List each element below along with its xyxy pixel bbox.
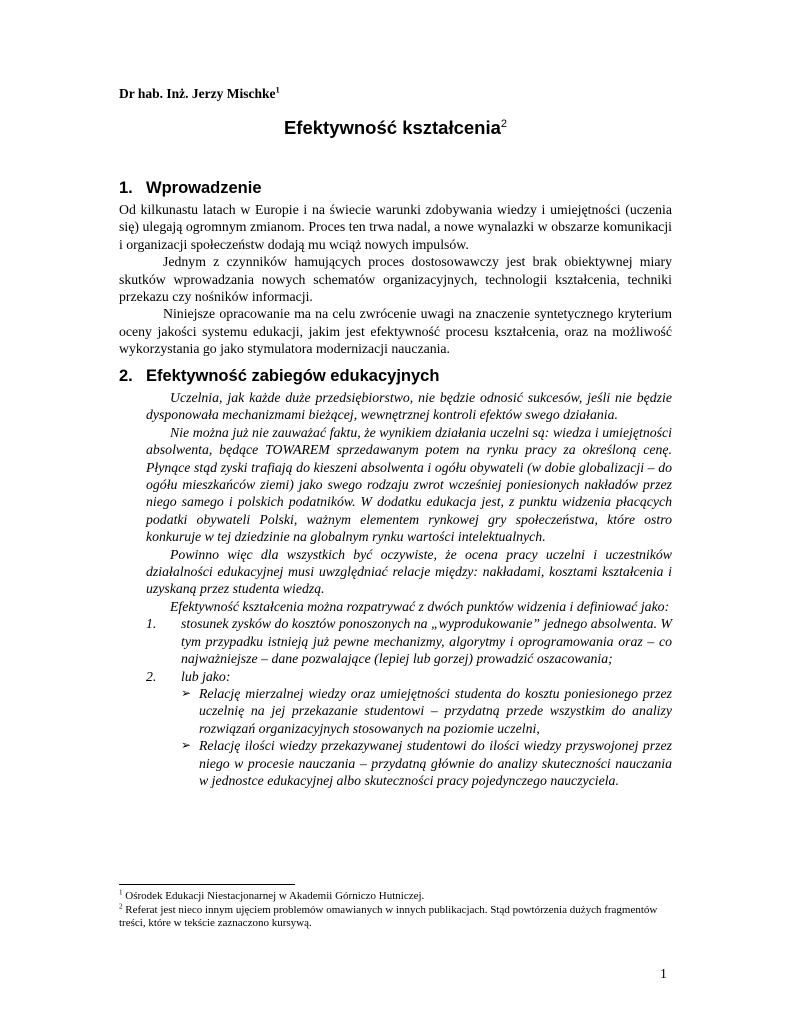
footnote-ref: 1 (119, 888, 123, 897)
author-line (119, 86, 280, 102)
author-footnote-ref[interactable]: 1 (275, 84, 280, 95)
arrow-bullet-icon: ➢ (181, 685, 192, 700)
sub-list-item (181, 737, 672, 789)
sub-list-item (181, 685, 672, 737)
section-2-title: Efektywność zabiegów edukacyjnych (146, 367, 440, 385)
section-1-number: 1. (119, 179, 133, 197)
footnote-text: Referat jest nieco innym ujęciem problemów omawianych w innych publikacjach. Stąd powtórzenia dużych fragmentów treści, które w tekście zaznaczono kursywą. (119, 903, 658, 930)
sub-list (181, 685, 672, 789)
paragraph: Powinno więc dla wszystkich być oczywiste, że ocena pracy uczelni i uczestników działalności edukacyjnej musi uwzględniać relacje między: nakładami, kosztami kształcenia i uzyskaną przez studenta wiedzą. (146, 546, 672, 597)
section-1-heading (119, 179, 262, 198)
sub-list-item-text: Relację mierzalnej wiedzy oraz umiejętności studenta do kosztu poniesionego przez uczelnię na jej przekazanie studentowi – przydatną przede wszystkim do analizy rozwiązań organizacyjnych stosowanych na poziomie uczelni, (199, 685, 672, 736)
arrow-bullet-icon: ➢ (181, 738, 192, 753)
footnote-text: Ośrodek Edukacji Niestacjonarnej w Akademii Górniczo Hutniczej. (125, 890, 425, 902)
paragraph: Od kilkunastu latach w Europie i na świecie warunki zdobywania wiedzy i umiejętności (uczenia się) ulegają ogromnym zmianom. Proces ten trwa nadal, a nowe wynalazki w obszarze komunikacji i organizacji społeczeństw dodają mu wciąż nowych impulsów. (119, 202, 672, 252)
title-footnote-ref[interactable]: 2 (500, 117, 508, 130)
paragraph: Niniejsze opracowanie ma na celu zwrócenie uwagi na znaczenie syntetycznego kryterium oceny jakości systemu edukacji, jakim jest efektywność procesu kształcenia, oraz na możliwość wykorzystania go jako stymulatora modernizacji nauczania. (119, 306, 672, 357)
author-name: Dr hab. Inż. Jerzy Mischke (119, 86, 276, 101)
list-item (146, 615, 672, 667)
footnote-ref: 2 (119, 901, 123, 910)
list-item-text: lub jako: (181, 668, 231, 684)
list-marker: 2. (146, 668, 157, 684)
section-1-title: Wprowadzenie (146, 179, 262, 197)
section-2-body (146, 389, 672, 789)
title-text: Efektywność kształcenia (283, 117, 501, 138)
paragraph: Efektywność kształcenia można rozpatrywać z dwóch punktów widzenia i definiować jako: (170, 598, 670, 614)
list-marker: 1. (146, 616, 157, 632)
definition-list (146, 615, 672, 789)
page-number: 1 (660, 966, 667, 981)
paragraph: Uczelnia, jak każde duże przedsiębiorstwo, nie będzie odnosić sukcesów, jeśli nie będzie dysponowała mechanizmami bieżącej, wewnętrznej kontroli efektów swego działania. (146, 390, 672, 423)
section-2-number: 2. (119, 367, 133, 385)
list-item (146, 668, 672, 790)
paragraph: Nie można już nie zauważać faktu, że wynikiem działania uczelni są: wiedza i umiejętności absolwenta, będące TOWAREM sprzedawanym potem na rynku pracy za określoną cenę. Płynące stąd zyski trafiają do kieszeni absolwenta i ogółu obywateli (w dobie globalizacji – do ogółu mieszkańców ziemi) jako swego rodzaju zwrot wcześniej poniesionych nakładów przez niego samego i polskich podatników. W dodatku edukacja jest, z punktu widzenia płacących podatki obywateli Polski, ważnym elementem rynkowej gry społeczeństwa, które ostro konkuruje w tej dziedzinie na globalnym rynku wartości intelektualnych. (146, 424, 672, 545)
footnote (119, 901, 679, 931)
footnote-separator (119, 884, 295, 885)
footnotes (119, 890, 679, 931)
sub-list-item-text: Relację ilości wiedzy przekazywanej studentowi do ilości wiedzy przyswojonej przez niego w procesie nauczania – przydatną głównie do analizy skuteczności nauczania w jednostce edukacyjnej albo skuteczności pracy pojedynczego nauczyciela. (199, 738, 672, 788)
document-title (0, 117, 791, 139)
paragraph: Jednym z czynników hamujących proces dostosowawczy jest brak obiektywnej miary skutków wprowadzania nowych schematów organizacyjnych, technologii kształcenia, techniki przekazu czy nośników informacji. (119, 254, 672, 305)
list-item-text: stosunek zysków do kosztów ponoszonych na „wyprodukowanie” jednego absolwenta. W tym przypadku istnieją już pewne mechanizmy, algorytmy i oprogramowania oraz – co najważniejsze – dane pozwalające (lepiej lub gorzej) prowadzić oszacowania; (181, 616, 672, 667)
section-2-heading (119, 367, 439, 386)
section-1-body (119, 201, 672, 358)
footnote (119, 890, 679, 904)
